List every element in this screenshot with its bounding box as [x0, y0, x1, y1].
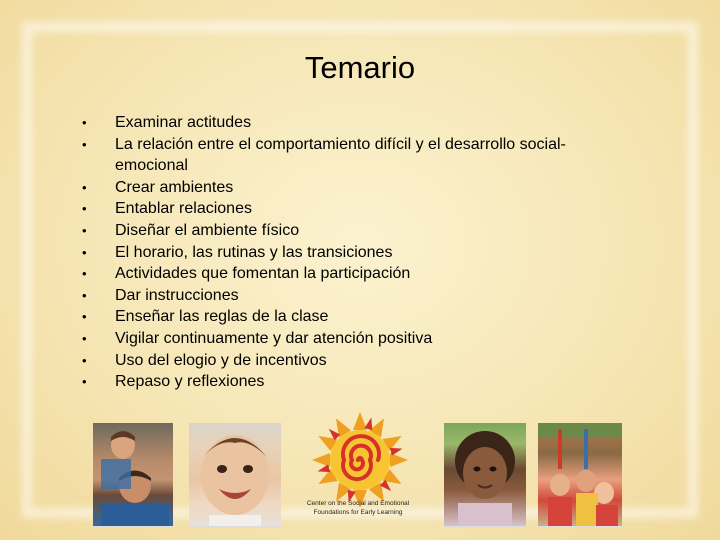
photo-girl-portrait-illustration — [444, 423, 526, 526]
topic-list — [78, 112, 678, 393]
list-item-text: Vigilar continuamente y dar atención positiva — [115, 329, 433, 347]
list-item-text: Uso del elogio y de incentivos — [115, 351, 327, 369]
list-item-text: Repaso y reflexiones — [115, 373, 265, 391]
list-item-text: Actividades que fomentan la participación — [115, 265, 411, 283]
photo-girl-portrait — [444, 423, 526, 528]
list-item-text: Examinar actitudes — [115, 114, 252, 131]
bullet: • — [82, 309, 87, 325]
list-item — [78, 177, 678, 199]
photo-father-and-child — [93, 423, 173, 528]
list-item-text: Diseñar el ambiente físico — [115, 221, 300, 239]
list-item — [78, 350, 678, 372]
bullet: • — [82, 266, 87, 282]
bullet: • — [82, 179, 87, 195]
slide-title-text: Temario — [304, 50, 416, 85]
logo-caption-line2: Foundations for Early Learning — [313, 508, 403, 516]
bullet: • — [82, 201, 87, 217]
list-item — [78, 242, 678, 264]
bullet: • — [82, 115, 87, 130]
list-item-text: El horario, las rutinas y las transiciones — [115, 243, 393, 261]
list-item — [78, 134, 678, 177]
list-item — [78, 306, 678, 328]
list-item — [78, 371, 678, 393]
photo-children-playground — [538, 423, 622, 528]
bullet: • — [82, 352, 87, 368]
list-item-text: Enseñar las reglas de la clase — [115, 308, 329, 326]
photo-father-and-child-illustration — [93, 423, 173, 526]
list-item — [78, 328, 678, 350]
list-item — [78, 198, 678, 220]
bullet: • — [82, 222, 87, 238]
bullet: • — [82, 136, 87, 152]
list-item-text: La relación entre el comportamiento difícil y el desarrollo social-emocional — [115, 135, 566, 175]
logo-caption-line1: Center on the Social and Emotional — [306, 500, 410, 507]
list-item — [78, 220, 678, 242]
list-item — [78, 263, 678, 285]
list-item — [78, 285, 678, 307]
list-item-text: Crear ambientes — [115, 178, 234, 196]
bullet: • — [82, 374, 87, 390]
logo-caption — [298, 500, 418, 517]
list-item-text: Dar instrucciones — [115, 286, 239, 304]
bullet: • — [82, 244, 87, 260]
bullet: • — [82, 287, 87, 303]
photo-children-playground-illustration — [538, 423, 622, 526]
list-item-text: Entablar relaciones — [115, 200, 252, 218]
bullet: • — [82, 330, 87, 346]
list-item — [78, 112, 678, 134]
slide-title — [0, 50, 720, 86]
photo-smiling-baby — [189, 423, 281, 528]
photo-smiling-baby-illustration — [189, 423, 281, 526]
